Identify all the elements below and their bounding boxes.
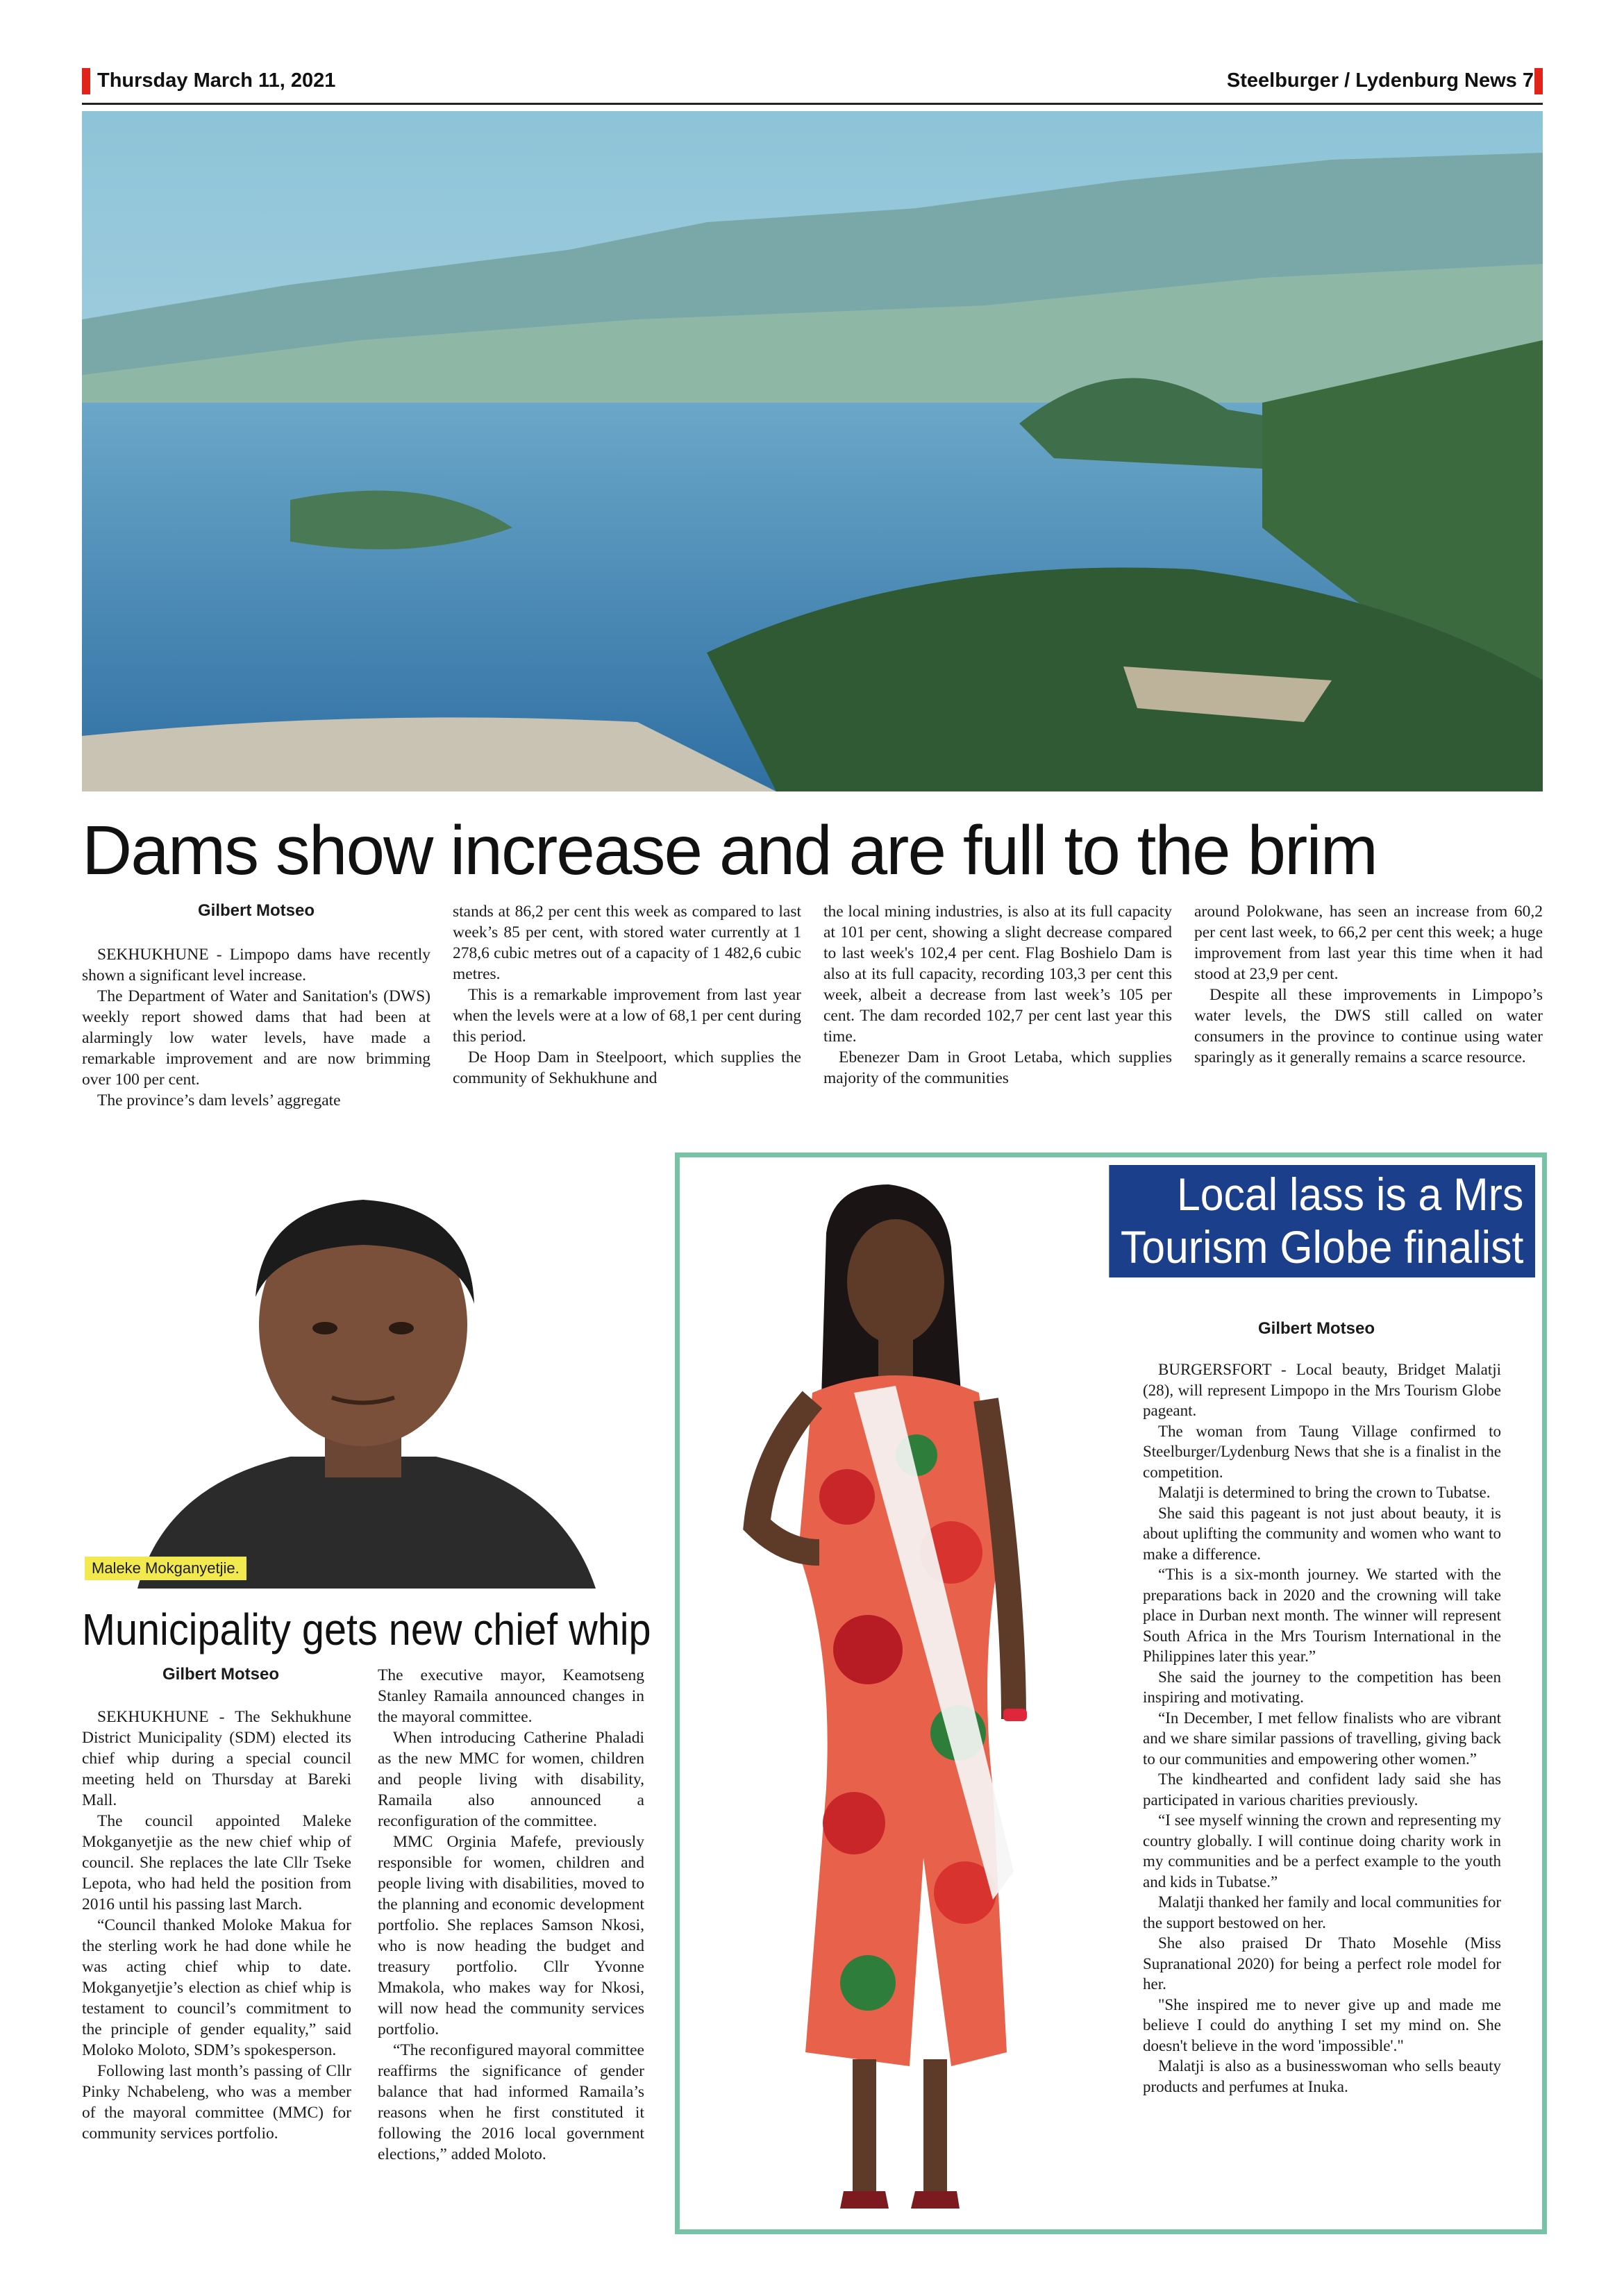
dams-byline: Gilbert Motseo — [197, 901, 315, 920]
tourism-para: She said the journey to the competition has been inspiring and motivating. — [1143, 1668, 1501, 1706]
header-left-accent — [82, 68, 90, 94]
whip-column-1 — [82, 1707, 351, 2144]
tourism-para: "She inspired me to never give up and made me believe I could do anything I set my mind on. She doesn't believe in the word 'impossible'." — [1143, 1995, 1501, 2054]
dams-column-2 — [453, 901, 801, 1089]
tourism-para: “In December, I met fellow finalists who are vibrant and we share similar passions of travelling, giving back to our communities and empowering other women.” — [1143, 1709, 1501, 1768]
header-rule — [82, 103, 1543, 105]
dams-column-4 — [1194, 901, 1543, 1068]
whip-col1-para: “Council thanked Moloke Makua for the sterling work he had done while he was acting chief whip to date. Mokganyetjie’s election as chief whip is testament to council’s commitment to the principle of gender equality,” said Moloko Moloto, SDM’s spokesperson. — [82, 1916, 351, 2059]
whip-col1-para: The council appointed Maleke Mokganyetjie as the new chief whip of council. She replaces the late Cllr Tseke Lepota, who had held the position from 2016 until his passing last March. — [82, 1812, 351, 1913]
whip-column-2 — [378, 1665, 644, 2165]
dams-col2-para: This is a remarkable improvement from last year when the levels were at a low of 68,1 per cent during this period. — [453, 986, 801, 1046]
dams-col4-para: around Polokwane, has seen an increase from 60,2 per cent last week, to 66,2 per cent this week; a huge improvement from last year this time when it had stood at 23,9 per cent. — [1194, 903, 1543, 983]
dams-col1-para: SEKHUKHUNE - Limpopo dams have recently shown a significant level increase. — [82, 946, 430, 984]
tourism-para: Malatji is also as a businesswoman who sells beauty products and perfumes at Inuka. — [1143, 2057, 1501, 2095]
whip-byline: Gilbert Motseo — [162, 1665, 279, 1684]
tourism-para: “This is a six-month journey. We started with the preparations back in 2020 and the crowning will take place in Durban next month. The winner will represent South Africa in the Mrs Tourism International in the Philippines later this year.” — [1143, 1566, 1501, 1665]
dams-col1-para: The Department of Water and Sanitation's (DWS) weekly report showed dams that had been at alarmingly low water levels, have made a remarkable improvement and are now brimming over 100 per cent. — [82, 987, 430, 1089]
pageant-contestant-illustration — [687, 1164, 1104, 2226]
tourism-byline: Gilbert Motseo — [1257, 1319, 1375, 1338]
dam-aerial-photo — [82, 111, 1543, 791]
dams-col3-para: the local mining industries, is also at its full capacity at 101 per cent, showing a slight decrease compared to last week's 102,4 per cent. Flag Boshielo Dam is also at its full capacity, recording 103,3 per cent this week, albeit a decrease from last week’s 105 per cent. The dam recorded 102,7 per cent last year this time. — [823, 903, 1172, 1046]
publication-page: Steelburger / Lydenburg News 7 — [1226, 69, 1534, 92]
tourism-para: She said this pageant is not just about beauty, it is about uplifting the community and women who want to make a difference. — [1143, 1504, 1501, 1563]
dams-col4-para: Despite all these improvements in Limpopo’s water levels, the DWS still called on water consumers in the province to continue using water sparingly as it generally remains a scarce resource. — [1194, 986, 1543, 1066]
tourism-para: BURGERSFORT - Local beauty, Bridget Malatji (28), will represent Limpopo in the Mrs Tourism Globe pageant. — [1143, 1361, 1501, 1419]
tourism-para: Malatji is determined to bring the crown to Tubatse. — [1158, 1484, 1491, 1501]
photo-caption: Maleke Mokganyetjie. — [85, 1557, 246, 1580]
whip-col2-para: MMC Orginia Mafefe, previously responsible for women, children and people living with disabilities, moved to the planning and economic development portfolio. She replaces Samson Nkosi, who is now heading the budget and treasury portfolio. Cllr Yvonne Mmakola, who makes way for Nkosi, will now head the community services portfolio. — [378, 1833, 644, 2038]
maleke-mokganyetjie-photo — [82, 1158, 644, 1589]
whip-col1-para: SEKHUKHUNE - The Sekhukhune District Municipality (SDM) elected its chief whip during a special council meeting held on Thursday at Bareki Mall. — [82, 1708, 351, 1809]
dams-col2-para: stands at 86,2 per cent this week as compared to last week’s 85 per cent, with stored water currently at 1 278,6 cubic metres out of a capacity of 1 482,6 cubic metres. — [453, 903, 801, 983]
tourism-para: The woman from Taung Village confirmed to Steelburger/Lydenburg News that she is a finalist in the competition. — [1143, 1422, 1501, 1481]
header-right-accent — [1534, 68, 1543, 94]
dams-col1-para: The province’s dam levels’ aggregate — [97, 1091, 341, 1109]
tourism-para: “I see myself winning the crown and representing my country globally. I will continue doing charity work in my communities and be a perfect example to the youth and kids in Tubatse.” — [1143, 1811, 1501, 1891]
dams-column-1 — [82, 944, 430, 1111]
whip-headline: Municipality gets new chief whip — [82, 1604, 651, 1654]
dams-column-3 — [823, 901, 1172, 1089]
tourism-para: She also praised Dr Thato Mosehle (Miss Supranational 2020) for being a perfect role model for her. — [1143, 1934, 1501, 1993]
tourism-headline-line-2: Tourism Globe finalist — [1121, 1221, 1524, 1273]
bridget-malatji-photo — [687, 1164, 1104, 2226]
tourism-headline — [1109, 1165, 1535, 1277]
whip-col2-para: When introducing Catherine Phaladi as the new MMC for women, children and people living with disability, Ramaila also announced a reconfiguration of the committee. — [378, 1729, 644, 1830]
whip-col2-para: “The reconfigured mayoral committee reaffirms the significance of gender balance that had informed Ramaila’s reasons when he first constituted it following the 2016 local government elections,” added Moloto. — [378, 2041, 644, 2163]
portrait-illustration — [82, 1158, 644, 1589]
dams-headline: Dams show increase and are full to the brim — [82, 812, 1377, 889]
tourism-column — [1143, 1359, 1501, 2097]
dams-col3-para: Ebenezer Dam in Groot Letaba, which supplies majority of the communities — [823, 1048, 1172, 1087]
dams-col2-para: De Hoop Dam in Steelpoort, which supplies the community of Sekhukhune and — [453, 1048, 801, 1087]
tourism-headline-line-1: Local lass is a Mrs — [1177, 1168, 1524, 1220]
issue-date: Thursday March 11, 2021 — [97, 69, 336, 92]
dam-landscape-illustration — [82, 111, 1543, 791]
whip-col1-para: Following last month’s passing of Cllr Pinky Nchabeleng, who was a member of the mayoral committee (MMC) for community services portfolio. — [82, 2062, 351, 2143]
tourism-para: Malatji thanked her family and local communities for the support bestowed on her. — [1143, 1893, 1501, 1932]
whip-col2-para: The executive mayor, Keamotseng Stanley Ramaila announced changes in the mayoral committee. — [378, 1666, 644, 1726]
tourism-para: The kindhearted and confident lady said she has participated in various charities previously. — [1143, 1770, 1501, 1809]
